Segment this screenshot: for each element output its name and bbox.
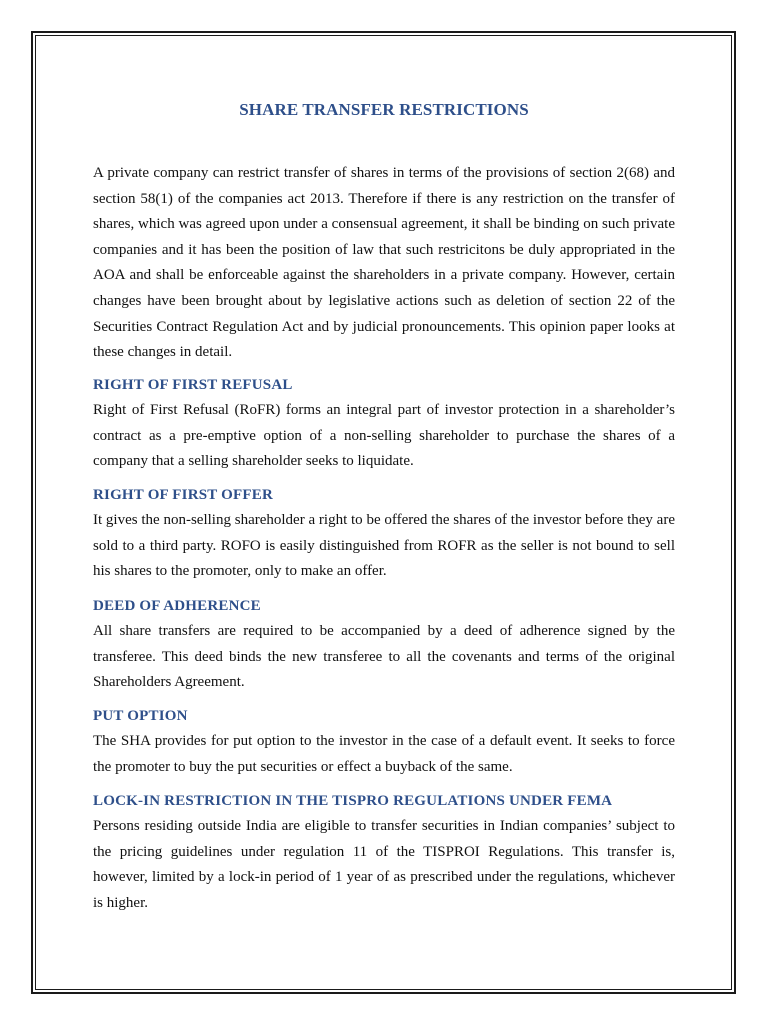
intro-paragraph: A private company can restrict transfer of shares in terms of the provisions of section 2(68) and section 58(1) of the companies act 2013. Therefore if there is any restriction on the transfer of shares, which was agreed upon under a consensual agreement, it shall be binding on such private companies and it has been the position of law that such restricitons be duly appropriated in the AOA and shall be enforceable against the shareholders in a private company. However, certain changes have been brought about by legislative actions such as deletion of section 22 of the Securities Contract Regulation Act and by judicial pronouncements. This opinion paper looks at these changes in detail. xyxy=(93,165,675,361)
heading-right-of-first-offer: RIGHT OF FIRST OFFER xyxy=(93,487,274,503)
paragraph-put-option: The SHA provides for put option to the investor in the case of a default event. It seeks to force the promoter to buy the put securities or effect a buyback of the same. xyxy=(93,733,675,775)
paragraph-right-of-first-offer: It gives the non-selling shareholder a right to be offered the shares of the investor before they are sold to a third party. ROFO is easily distinguished from ROFR as the seller is not bound to sell his shares to the promoter, only to make an offer. xyxy=(93,512,675,580)
document-title: SHARE TRANSFER RESTRICTIONS xyxy=(239,100,529,119)
paragraph-lock-in-restriction: Persons residing outside India are eligible to transfer securities in Indian companies’ subject to the pricing guidelines under regulation 11 of the TISPROI Regulations. This transfer is, however, limited by a lock-in period of 1 year of as prescribed under the regulations, whichever is higher. xyxy=(93,818,675,911)
heading-deed-of-adherence: DEED OF ADHERENCE xyxy=(93,598,261,614)
heading-lock-in-restriction: LOCK-IN RESTRICTION IN THE TISPRO REGULATIONS UNDER FEMA xyxy=(93,793,613,809)
paragraph-right-of-first-refusal: Right of First Refusal (RoFR) forms an integral part of investor protection in a shareholder’s contract as a pre-emptive option of a non-selling shareholder to purchase the shares of a company that a selling shareholder seeks to liquidate. xyxy=(93,402,675,470)
heading-right-of-first-refusal: RIGHT OF FIRST REFUSAL xyxy=(93,377,293,393)
paragraph-deed-of-adherence: All share transfers are required to be accompanied by a deed of adherence signed by the transferee. This deed binds the new transferee to all the covenants and terms of the original Shareholders Agreement. xyxy=(93,623,675,691)
heading-put-option: PUT OPTION xyxy=(93,708,188,724)
